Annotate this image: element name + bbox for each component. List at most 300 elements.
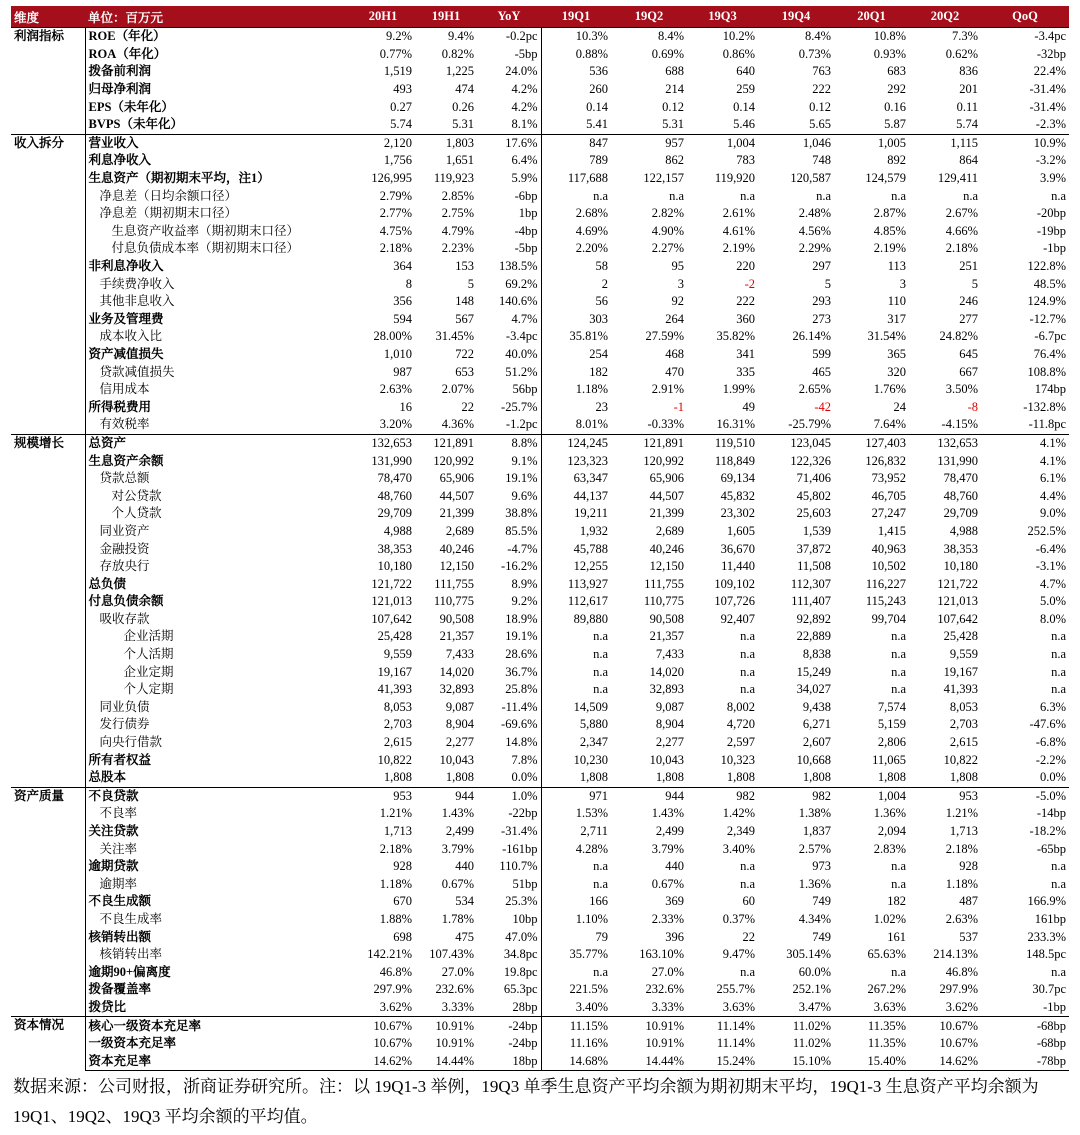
value-cell: 953 (909, 787, 981, 805)
value-cell: 928 (393, 859, 412, 874)
table-row (11, 98, 1069, 116)
value-cell: 4.7% (511, 311, 538, 326)
value-cell: -3.4pc (981, 28, 1069, 46)
value-cell: 119,920 (714, 171, 755, 186)
value-cell: 4.34% (798, 911, 831, 926)
value-cell: n.a (1051, 964, 1066, 979)
value-cell: 14,020 (649, 664, 684, 679)
value-cell: 232.6% (435, 982, 474, 997)
table-row (11, 416, 1069, 434)
value-cell: 148.5pc (1026, 947, 1066, 962)
value-cell: n.a (891, 629, 906, 644)
value-cell: -6bp (514, 188, 538, 203)
value-cell: 127,403 (834, 434, 909, 452)
column-header: YoY (477, 6, 541, 28)
value-cell: 2.79% (379, 188, 412, 203)
value-cell: 161 (887, 929, 906, 944)
value-cell: 5.31 (415, 116, 477, 134)
value-cell: 3.47% (758, 999, 834, 1017)
financial-summary-table (11, 6, 1069, 1071)
value-cell: 41,393 (377, 682, 412, 697)
value-cell: 5.74 (351, 116, 415, 134)
table-row (11, 858, 1069, 876)
table-row (11, 311, 1069, 329)
value-cell: 110 (887, 294, 906, 309)
value-cell: -69.6% (501, 717, 538, 732)
row-label: 关注率 (85, 840, 351, 858)
value-cell: 11.14% (687, 1017, 758, 1035)
value-cell: 27.0% (651, 964, 684, 979)
value-cell: 36.7% (505, 664, 538, 679)
table-row (11, 540, 1069, 558)
table-row (11, 1052, 1069, 1070)
value-cell: 17.6% (477, 134, 541, 152)
value-cell: 31.45% (435, 329, 474, 344)
value-cell: 273 (812, 311, 831, 326)
value-cell: 10.67% (939, 1036, 978, 1051)
value-cell: 58 (541, 258, 611, 276)
table-row (11, 823, 1069, 841)
value-cell: n.a (891, 647, 906, 662)
value-cell: 2,277 (445, 735, 474, 750)
value-cell: 892 (887, 153, 906, 168)
value-cell: 9,438 (802, 699, 831, 714)
value-cell: 19,167 (377, 664, 412, 679)
value-cell: 749 (812, 929, 831, 944)
value-cell: 21,357 (439, 629, 474, 644)
value-cell: 6.1% (1039, 471, 1066, 486)
value-cell: n.a (541, 187, 611, 205)
value-cell: 534 (455, 894, 474, 909)
value-cell: 3.33% (415, 999, 477, 1017)
value-cell: 40.0% (505, 346, 538, 361)
column-header: 20Q2 (909, 6, 981, 28)
row-label: 拨备覆盖率 (85, 981, 351, 999)
value-cell: n.a (891, 876, 906, 891)
value-cell: 220 (736, 259, 755, 274)
value-cell: 2,597 (726, 735, 755, 750)
column-header: 20Q1 (834, 6, 909, 28)
value-cell: 28.00% (373, 329, 412, 344)
value-cell: 163.10% (639, 947, 684, 962)
value-cell: 45,832 (720, 488, 755, 503)
row-label: 个人活期 (85, 646, 351, 664)
value-cell: 440 (455, 859, 474, 874)
value-cell: 124,579 (865, 171, 906, 186)
table-row (11, 434, 1069, 452)
table-row (11, 593, 1069, 611)
table-row (11, 116, 1069, 134)
value-cell: 722 (455, 346, 474, 361)
value-cell: 73,952 (871, 471, 906, 486)
value-cell: 10bp (512, 911, 538, 926)
value-cell: 30.7pc (1032, 982, 1066, 997)
value-cell: 1,808 (541, 769, 611, 787)
table-row (11, 470, 1069, 488)
value-cell: 3 (899, 276, 906, 291)
value-cell: 120,992 (433, 453, 474, 468)
value-cell: 121,013 (371, 594, 412, 609)
value-cell: 233.3% (1027, 929, 1066, 944)
row-label: 净息差（日均余额口径） (85, 187, 351, 205)
value-cell: 0.62% (945, 46, 978, 61)
value-cell: 214.13% (933, 947, 978, 962)
value-cell: 19,211 (541, 505, 611, 523)
value-cell: 35.82% (716, 329, 755, 344)
value-cell: n.a (1051, 682, 1066, 697)
value-cell: 10.91% (611, 1017, 687, 1035)
value-cell: 78,470 (943, 471, 978, 486)
value-cell: 12,150 (649, 559, 684, 574)
value-cell: 48.5% (1033, 276, 1066, 291)
value-cell: 40,246 (439, 541, 474, 556)
value-cell: 10.67% (373, 1036, 412, 1051)
value-cell: 119,510 (687, 434, 758, 452)
value-cell: 2.19% (873, 241, 906, 256)
value-cell: -25.79% (758, 416, 834, 434)
value-cell: 320 (887, 364, 906, 379)
value-cell: -24bp (477, 1017, 541, 1035)
value-cell: 117,688 (541, 170, 611, 188)
value-cell: 5.46 (687, 116, 758, 134)
row-label: 关注贷款 (85, 823, 351, 841)
value-cell: -5bp (514, 241, 538, 256)
row-label: 业务及管理费 (85, 311, 351, 329)
value-cell: 48,760 (377, 488, 412, 503)
row-label: 其他非息收入 (85, 293, 351, 311)
value-cell: 19.8pc (503, 964, 538, 979)
value-cell: 5.65 (758, 116, 834, 134)
value-cell: 14,020 (439, 664, 474, 679)
value-cell: 2,806 (877, 735, 906, 750)
value-cell: 78,470 (377, 471, 412, 486)
value-cell: n.a (1051, 647, 1066, 662)
table-row (11, 523, 1069, 541)
value-cell: 5.87 (834, 116, 909, 134)
value-cell: 121,722 (937, 576, 978, 591)
value-cell: 14.44% (415, 1052, 477, 1070)
value-cell: 126,995 (371, 171, 412, 186)
value-cell: 251 (959, 259, 978, 274)
row-label: 总负债 (85, 575, 351, 593)
value-cell: 111,755 (644, 576, 684, 591)
value-cell: n.a (740, 964, 755, 979)
value-cell: 1.0% (477, 787, 541, 805)
value-cell: 8.4% (611, 28, 687, 46)
value-cell: 10,502 (871, 559, 906, 574)
value-cell: 27.0% (441, 964, 474, 979)
value-cell: 9.6% (511, 488, 538, 503)
value-cell: n.a (541, 663, 611, 681)
column-header: 20H1 (351, 6, 415, 28)
value-cell: -16.2% (501, 559, 538, 574)
value-cell: 0.26 (452, 99, 474, 114)
value-cell: 214 (665, 82, 684, 97)
value-cell: 38,353 (377, 541, 412, 556)
value-cell: 1,808 (415, 769, 477, 787)
value-cell: 221.5% (541, 981, 611, 999)
value-cell: 21,399 (649, 506, 684, 521)
value-cell: n.a (891, 664, 906, 679)
value-cell: 27,247 (871, 506, 906, 521)
value-cell: 28bp (477, 999, 541, 1017)
value-cell: 11.15% (541, 1017, 611, 1035)
value-cell: 493 (393, 82, 412, 97)
value-cell: 1,115 (909, 134, 981, 152)
value-cell: 1,932 (541, 523, 611, 541)
value-cell: 537 (959, 929, 978, 944)
value-cell: 8,053 (949, 699, 978, 714)
value-cell: 2.67% (945, 206, 978, 221)
value-cell: -1bp (1043, 241, 1066, 256)
row-label: 企业活期 (85, 628, 351, 646)
value-cell: n.a (1051, 664, 1066, 679)
value-cell: 1,539 (802, 523, 831, 538)
value-cell: n.a (541, 963, 611, 981)
value-cell: 8.8% (477, 434, 541, 452)
value-cell: 267.2% (867, 982, 906, 997)
value-cell: 131,990 (937, 453, 978, 468)
row-label: 金融投资 (85, 540, 351, 558)
value-cell: 254 (541, 346, 611, 364)
value-cell: 23 (541, 398, 611, 416)
value-cell: 15.40% (834, 1052, 909, 1070)
value-cell: 15.10% (758, 1052, 834, 1070)
value-cell: 1.10% (541, 911, 611, 929)
value-cell: 10.91% (435, 1036, 474, 1051)
value-cell: -19bp (1036, 223, 1066, 238)
value-cell: 10.9% (981, 134, 1069, 152)
value-cell: 277 (959, 311, 978, 326)
value-cell: 25.8% (505, 682, 538, 697)
value-cell: 2,607 (802, 735, 831, 750)
value-cell: 6,271 (802, 717, 831, 732)
value-cell: 65.63% (867, 947, 906, 962)
value-cell: 11.35% (867, 1036, 906, 1051)
value-cell: 38,353 (943, 541, 978, 556)
column-header: 19Q4 (758, 6, 834, 28)
value-cell: 1.21% (945, 806, 978, 821)
value-cell: 8,053 (383, 699, 412, 714)
value-cell: 22.4% (1033, 64, 1066, 79)
value-cell: 5 (467, 276, 474, 291)
value-cell: 11.02% (758, 1017, 834, 1035)
value-cell: 5.74 (909, 116, 981, 134)
table-row (11, 81, 1069, 99)
value-cell: 297 (812, 259, 831, 274)
value-cell: 2.27% (651, 241, 684, 256)
value-cell: -4.7% (507, 541, 538, 556)
value-cell: 8,904 (445, 717, 474, 732)
table-row (11, 946, 1069, 964)
value-cell: 487 (959, 894, 978, 909)
value-cell: 10,180 (943, 559, 978, 574)
value-cell: 18bp (477, 1052, 541, 1070)
value-cell: 2.18% (945, 241, 978, 256)
value-cell: 25,603 (796, 506, 831, 521)
value-cell: 7.64% (834, 416, 909, 434)
value-cell: 10.8% (834, 28, 909, 46)
value-cell: 92,892 (796, 611, 831, 626)
value-cell: -132.8% (1023, 399, 1066, 414)
table-row (11, 611, 1069, 629)
value-cell: 252.1% (792, 982, 831, 997)
value-cell: 297.9% (939, 982, 978, 997)
value-cell: 166 (541, 893, 611, 911)
value-cell: 16 (399, 399, 412, 414)
value-cell: 9.2% (511, 594, 538, 609)
value-cell: 1.99% (722, 382, 755, 397)
value-cell: 1.78% (441, 911, 474, 926)
value-cell: 0.67% (441, 876, 474, 891)
value-cell: -3.4pc (505, 329, 538, 344)
table-row (11, 716, 1069, 734)
value-cell: 182 (541, 363, 611, 381)
value-cell: 957 (611, 134, 687, 152)
value-cell: 51bp (512, 876, 538, 891)
table-row (11, 487, 1069, 505)
value-cell: 182 (887, 894, 906, 909)
value-cell: 1,808 (351, 769, 415, 787)
value-cell: 5 (824, 276, 831, 291)
value-cell: 2,615 (949, 735, 978, 750)
value-cell: 864 (959, 153, 978, 168)
section-label: 规模增长 (11, 434, 85, 787)
value-cell: 222 (812, 82, 831, 97)
value-cell: 1.38% (798, 806, 831, 821)
value-cell: 0.12 (662, 99, 684, 114)
table-row (11, 911, 1069, 929)
row-label: 发行债券 (85, 716, 351, 734)
value-cell: n.a (740, 682, 755, 697)
value-cell: 5.41 (541, 116, 611, 134)
table-row (11, 505, 1069, 523)
value-cell: 161bp (1034, 911, 1066, 926)
table-row (11, 187, 1069, 205)
table-row (11, 628, 1069, 646)
row-label: 手续费净收入 (85, 275, 351, 293)
value-cell: 122.8% (1027, 259, 1066, 274)
value-cell: -5bp (514, 46, 538, 61)
value-cell: 8,904 (655, 717, 684, 732)
value-cell: 293 (812, 294, 831, 309)
value-cell: 174bp (1034, 382, 1066, 397)
value-cell: 2.82% (651, 206, 684, 221)
value-cell: 4.2% (511, 99, 538, 114)
value-cell: 46.8% (379, 964, 412, 979)
value-cell: n.a (740, 876, 755, 891)
value-cell: 76.4% (1033, 346, 1066, 361)
value-cell: 2 (541, 275, 611, 293)
value-cell: 2.63% (379, 382, 412, 397)
value-cell: -14bp (1036, 806, 1066, 821)
value-cell: 2.65% (798, 382, 831, 397)
value-cell: 335 (736, 364, 755, 379)
table-row (11, 840, 1069, 858)
value-cell: 928 (959, 859, 978, 874)
value-cell: 2.23% (441, 241, 474, 256)
value-cell: -24bp (508, 1036, 538, 1051)
value-cell: 89,880 (541, 611, 611, 629)
value-cell: 32,893 (649, 682, 684, 697)
value-cell: 303 (541, 311, 611, 329)
value-cell: 45,788 (541, 540, 611, 558)
table-row (11, 893, 1069, 911)
section-label: 资本情况 (11, 1017, 85, 1071)
value-cell: 748 (812, 153, 831, 168)
value-cell: 35.77% (541, 946, 611, 964)
value-cell: 11.16% (541, 1035, 611, 1053)
value-cell: 63,347 (541, 470, 611, 488)
value-cell: -0.33% (611, 416, 687, 434)
value-cell: 3.9% (1039, 171, 1066, 186)
value-cell: 148 (455, 294, 474, 309)
value-cell: 1.36% (798, 876, 831, 891)
value-cell: -2.2% (1035, 752, 1066, 767)
value-cell: 3 (677, 276, 684, 291)
value-cell: 11,508 (797, 559, 831, 574)
value-cell: 594 (393, 311, 412, 326)
value-cell: 2.18% (945, 841, 978, 856)
value-cell: 15.24% (687, 1052, 758, 1070)
value-cell: -4.15% (909, 416, 981, 434)
value-cell: -47.6% (1029, 717, 1066, 732)
value-cell: 7,433 (655, 647, 684, 662)
value-cell: 40,246 (649, 541, 684, 556)
value-cell: 10,822 (377, 752, 412, 767)
value-cell: 0.77% (379, 46, 412, 61)
row-label: 非利息净收入 (85, 258, 351, 276)
value-cell: 2,120 (351, 134, 415, 152)
value-cell: 862 (665, 153, 684, 168)
value-cell: n.a (541, 681, 611, 699)
value-cell: 10.91% (645, 1036, 684, 1051)
table-row (11, 134, 1069, 152)
value-cell: 99,704 (871, 611, 906, 626)
value-cell: 113 (887, 259, 906, 274)
row-label: 不良生成额 (85, 893, 351, 911)
value-cell: 232.6% (645, 982, 684, 997)
value-cell: 4.75% (379, 223, 412, 238)
value-cell: 109,102 (714, 576, 755, 591)
value-cell: 953 (351, 787, 415, 805)
row-label: 企业定期 (85, 663, 351, 681)
value-cell: 4.79% (441, 223, 474, 238)
value-cell: 121,722 (371, 576, 412, 591)
table-row (11, 63, 1069, 81)
value-cell: 4.90% (651, 223, 684, 238)
value-cell: n.a (963, 188, 978, 203)
value-cell: -1 (673, 399, 684, 414)
value-cell: 44,137 (541, 487, 611, 505)
value-cell: 1.36% (873, 806, 906, 821)
value-cell: 2.57% (798, 841, 831, 856)
value-cell: 111,755 (434, 576, 474, 591)
value-cell: 3.40% (541, 999, 611, 1017)
value-cell: n.a (891, 859, 906, 874)
value-cell: 11.02% (792, 1036, 831, 1051)
row-label: ROE（年化） (85, 28, 351, 46)
value-cell: 9.0% (1039, 506, 1066, 521)
value-cell: 46,705 (871, 488, 906, 503)
value-cell: 6.3% (1039, 699, 1066, 714)
table-header-row (11, 6, 1069, 28)
value-cell: 142.21% (367, 947, 412, 962)
value-cell: 1,803 (415, 134, 477, 152)
value-cell: 138.5% (498, 259, 538, 274)
value-cell: 1.76% (873, 382, 906, 397)
value-cell: 0.14 (541, 98, 611, 116)
